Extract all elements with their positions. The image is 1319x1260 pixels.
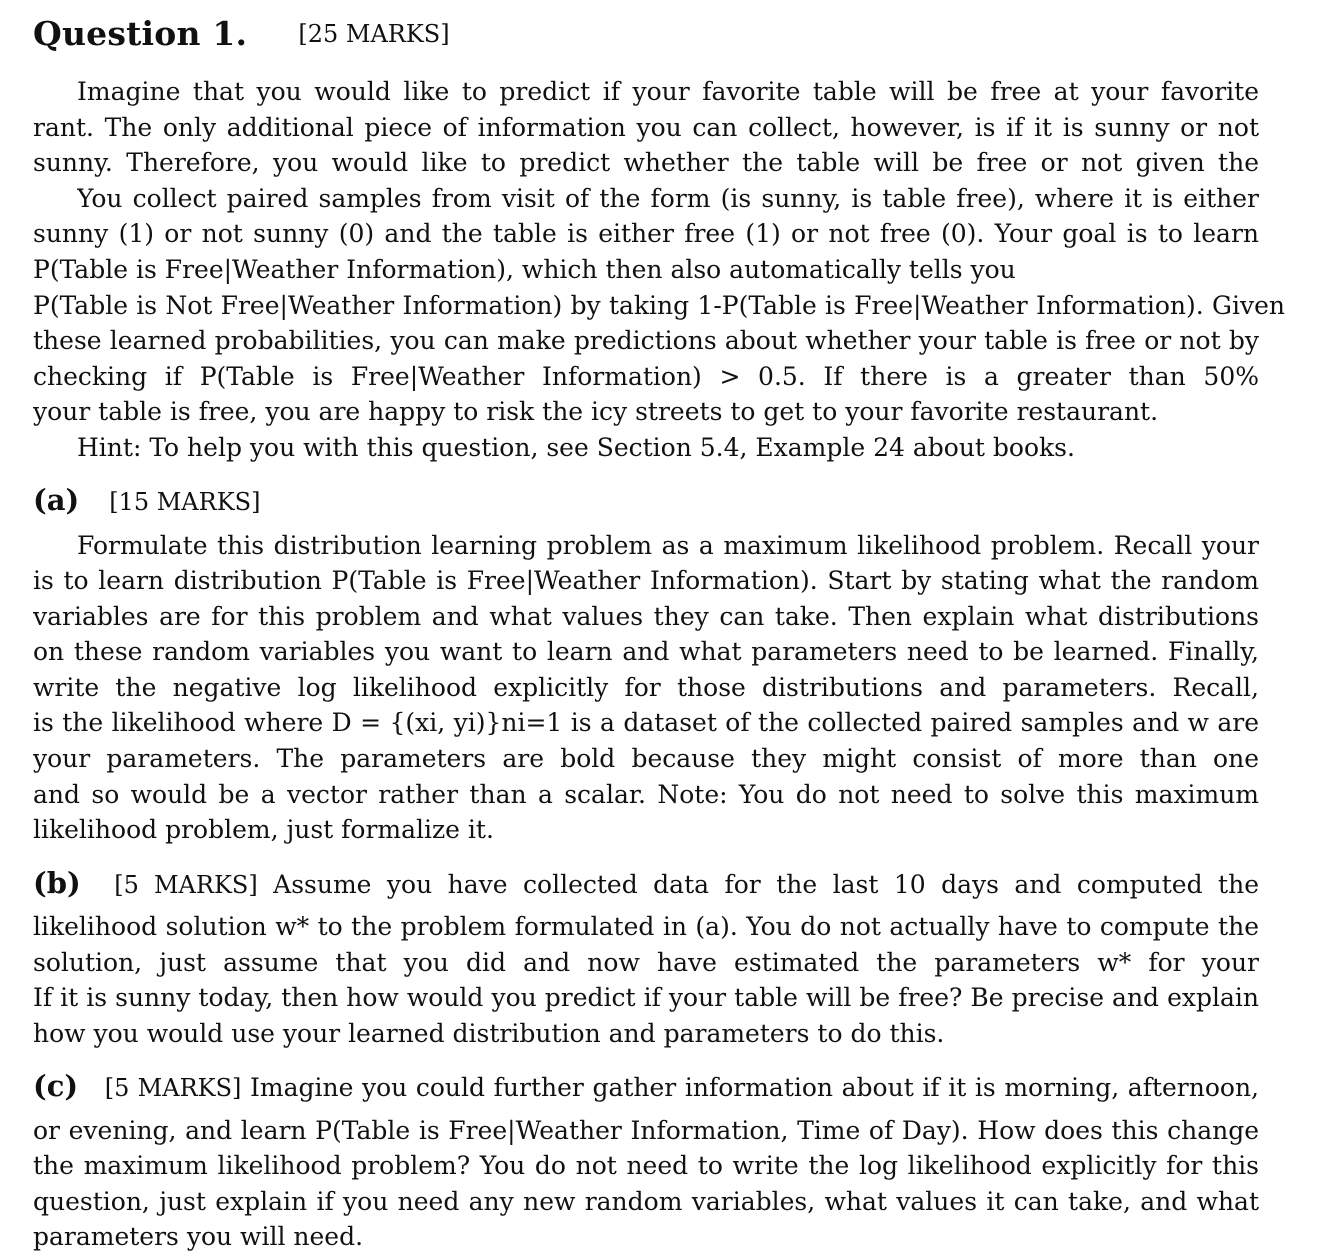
part-a-line: write the negative log likelihood explicitly for those distributions and parameters. Recall, bbox=[33, 673, 1259, 702]
part-c-line: the maximum likelihood problem? You do not need to write the log likelihood explicitly for this bbox=[33, 1151, 1259, 1180]
part-c-line: Imagine you could further gather information about if it is morning, afternoon, bbox=[250, 1073, 1259, 1102]
part-a-line: your parameters. The parameters are bold because they might consist of more than one bbox=[33, 744, 1259, 773]
question-marks: [25 MARKS] bbox=[298, 20, 450, 48]
part-c-line: or evening, and learn P(Table is Free|Weather Information, Time of Day). How does this change bbox=[33, 1116, 1259, 1145]
part-a-line: likelihood problem, just formalize it. bbox=[33, 815, 494, 844]
intro-line: P(Table is Free|Weather Information), which then also automatically tells you bbox=[33, 255, 1016, 284]
intro-line: P(Table is Not Free|Weather Information) by taking 1-P(Table is Free|Weather Information). Given bbox=[33, 291, 1285, 320]
part-a-line: Formulate this distribution learning problem as a maximum likelihood problem. Recall your bbox=[77, 531, 1259, 560]
intro-line: your table is free, you are happy to risk the icy streets to get to your favorite restaurant. bbox=[33, 397, 1159, 426]
part-c-line: question, just explain if you need any new random variables, what values it can take, and what bbox=[33, 1187, 1259, 1216]
part-b-first-line bbox=[33, 865, 1259, 905]
intro-line: Imagine that you would like to predict if your favorite table will be free at your favorite bbox=[77, 77, 1259, 106]
question-header bbox=[33, 14, 450, 53]
part-a-line: and so would be a vector rather than a scalar. Note: You do not need to solve this maximum bbox=[33, 780, 1259, 809]
intro-line: rant. The only additional piece of information you can collect, however, is if it is sunny or not bbox=[33, 113, 1259, 142]
part-a-line: variables are for this problem and what values they can take. Then explain what distributions bbox=[33, 602, 1259, 631]
intro-line: these learned probabilities, you can make predictions about whether your table is free or not by bbox=[33, 326, 1259, 355]
question-title: Question 1. bbox=[33, 14, 248, 53]
hint-line: Hint: To help you with this question, see Section 5.4, Example 24 about books. bbox=[77, 433, 1075, 462]
part-a-marks: [15 MARKS] bbox=[109, 488, 261, 516]
part-b-line: If it is sunny today, then how would you predict if your table will be free? Be precise and explain bbox=[33, 983, 1259, 1012]
part-a-heading bbox=[33, 482, 260, 520]
part-b-line: Assume you have collected data for the last 10 days and computed the bbox=[273, 870, 1259, 899]
part-b-line: solution, just assume that you did and now have estimated the parameters w* for your bbox=[33, 948, 1259, 977]
part-a-line: on these random variables you want to learn and what parameters need to be learned. Finally, bbox=[33, 637, 1259, 666]
part-c-first-line bbox=[33, 1068, 1259, 1108]
part-b-line: how you would use your learned distribution and parameters to do this. bbox=[33, 1019, 945, 1048]
part-b-line: likelihood solution w* to the problem formulated in (a). You do not actually have to compute the bbox=[33, 912, 1259, 941]
part-c-line: parameters you will need. bbox=[33, 1222, 364, 1251]
part-c-label: (c) bbox=[33, 1069, 79, 1103]
part-c-marks: [5 MARKS] bbox=[104, 1074, 242, 1102]
part-a-line: is to learn distribution P(Table is Free|Weather Information). Start by stating what the random bbox=[33, 566, 1259, 595]
intro-line: sunny. Therefore, you would like to predict whether the table will be free or not given the bbox=[33, 148, 1259, 177]
intro-line: You collect paired samples from visit of the form (is sunny, is table free), where it is either bbox=[77, 184, 1259, 213]
intro-line: sunny (1) or not sunny (0) and the table is either free (1) or not free (0). Your goal is to learn bbox=[33, 219, 1259, 248]
part-a-label: (a) bbox=[33, 483, 80, 517]
intro-line: checking if P(Table is Free|Weather Information) > 0.5. If there is a greater than 50% bbox=[33, 362, 1259, 391]
part-a-line: is the likelihood where D = {(xi, yi)}ni=1 is a dataset of the collected paired samples and w are bbox=[33, 708, 1259, 737]
part-b-label: (b) bbox=[33, 866, 81, 900]
part-b-marks: [5 MARKS] bbox=[114, 871, 258, 899]
